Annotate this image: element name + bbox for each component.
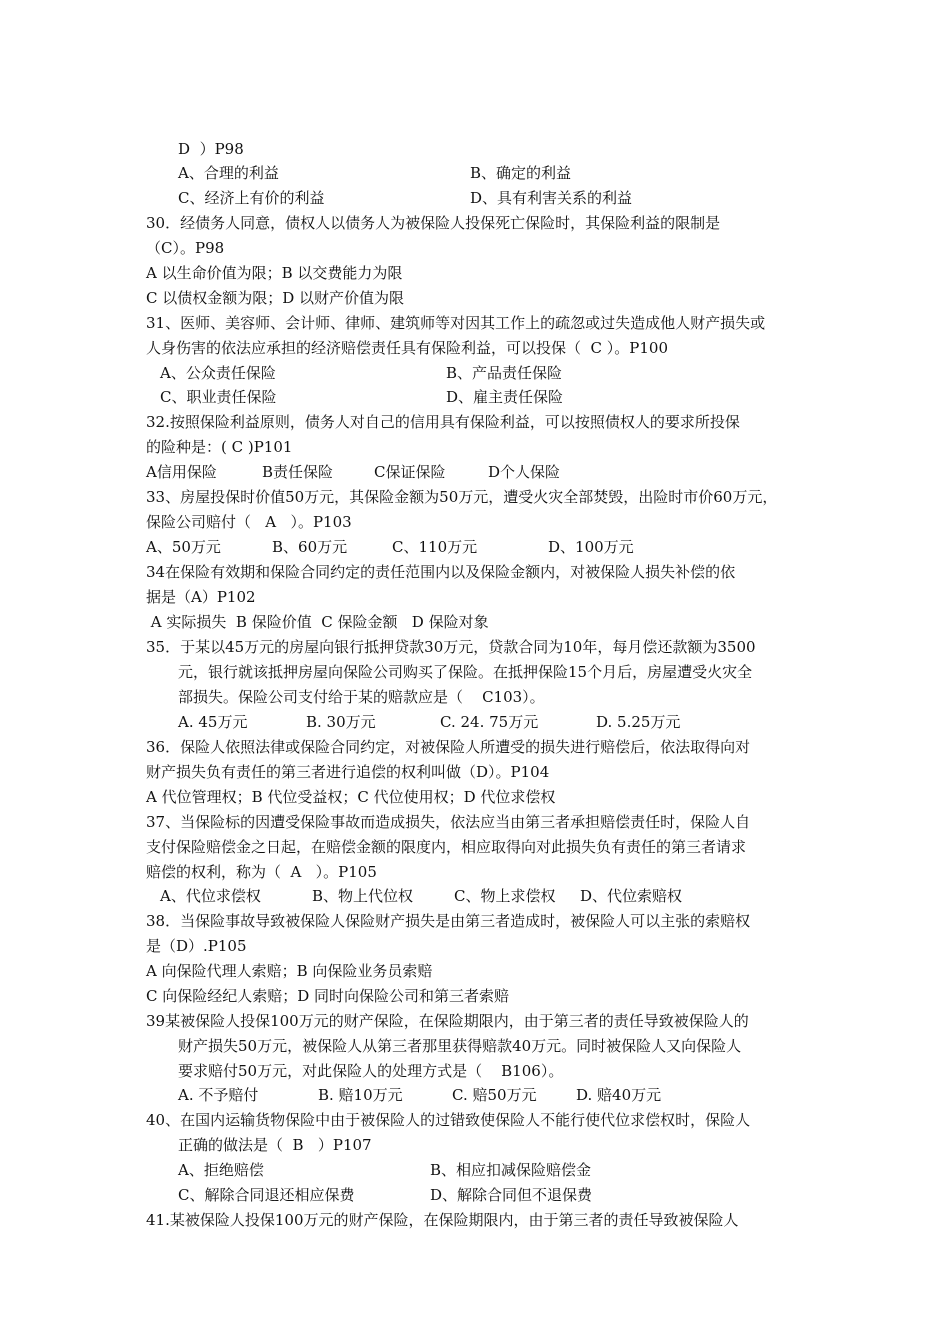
option-text: A. 不予赔付	[178, 1086, 259, 1104]
option-text: C. 赔50万元	[452, 1086, 537, 1104]
line-text: C 以债权金额为限；D 以财产价值为限	[146, 289, 405, 307]
text-line	[0, 710, 950, 735]
text-line	[0, 410, 950, 435]
option-text: D. 5.25万元	[596, 713, 681, 731]
text-line	[0, 137, 950, 162]
text-line	[0, 435, 950, 460]
option-text: A、50万元	[146, 538, 221, 556]
line-text: 34在保险有效期和保险合同约定的责任范围内以及保险金额内，对被保险人损失补偿的依	[146, 563, 736, 581]
text-line	[0, 236, 950, 261]
line-text: 是（D）.P105	[146, 937, 247, 955]
text-line	[0, 460, 950, 485]
option-text: D、具有利害关系的利益	[470, 189, 633, 207]
line-text: 41.某被保险人投保100万元的财产保险，在保险期限内，由于第三者的责任导致被保险人	[146, 1211, 739, 1229]
option-text: C、职业责任保险	[160, 388, 277, 406]
text-line	[0, 610, 950, 635]
line-text: 的险种是：( C )P101	[146, 438, 293, 456]
line-text: 32.按照保险利益原则，债务人对自己的信用具有保险利益，可以按照债权人的要求所投保	[146, 413, 740, 431]
option-text: B、确定的利益	[470, 164, 572, 182]
text-line	[0, 860, 950, 885]
option-text: C、物上求偿权	[454, 887, 556, 905]
text-line	[0, 934, 950, 959]
text-line	[0, 835, 950, 860]
line-text: 据是（A）P102	[146, 588, 256, 606]
text-line	[0, 186, 950, 211]
line-text: 30．经债务人同意，债权人以债务人为被保险人投保死亡保险时，其保险利益的限制是	[146, 214, 721, 232]
text-line	[0, 336, 950, 361]
text-line	[0, 635, 950, 660]
line-text: 财产损失负有责任的第三者进行追偿的权利叫做（D）。P104	[146, 763, 550, 781]
text-line	[0, 585, 950, 610]
text-line	[0, 211, 950, 236]
text-line	[0, 1083, 950, 1108]
line-text: 人身伤害的依法应承担的经济赔偿责任具有保险利益，可以投保（ C ）。P100	[146, 339, 669, 357]
line-text: 要求赔付50万元，对此保险人的处理方式是（ B106）。	[178, 1062, 564, 1080]
text-line	[0, 261, 950, 286]
line-text: 部损失。保险公司支付给于某的赔款应是（ C103）。	[178, 688, 545, 706]
option-text: D、100万元	[548, 538, 634, 556]
option-text: A信用保险	[146, 463, 217, 481]
option-text: A、拒绝赔偿	[178, 1161, 264, 1179]
option-text: B. 赔10万元	[318, 1086, 403, 1104]
line-text: 赔偿的权利，称为（ A ）。P105	[146, 863, 377, 881]
line-text: A 向保险代理人索赔；B 向保险业务员索赔	[146, 962, 433, 980]
text-line	[0, 884, 950, 909]
text-line	[0, 1208, 950, 1233]
text-line	[0, 959, 950, 984]
text-line	[0, 311, 950, 336]
text-line	[0, 510, 950, 535]
line-text: 37、当保险标的因遭受保险事故而造成损失，依法应当由第三者承担赔偿责任时，保险人自	[146, 813, 751, 831]
text-line	[0, 535, 950, 560]
option-text: B、产品责任保险	[446, 364, 563, 382]
text-line	[0, 810, 950, 835]
text-line	[0, 785, 950, 810]
option-text: D、雇主责任保险	[446, 388, 564, 406]
text-line	[0, 1059, 950, 1084]
line-text: A 代位管理权；B 代位受益权；C 代位使用权；D 代位求偿权	[146, 788, 556, 806]
text-line	[0, 1183, 950, 1208]
text-line	[0, 735, 950, 760]
line-text: A 实际损失 B 保险价值 C 保险金额 D 保险对象	[146, 613, 489, 631]
line-text: 正确的做法是（ B ）P107	[178, 1136, 372, 1154]
text-line	[0, 361, 950, 386]
option-text: D、解除合同但不退保费	[430, 1186, 593, 1204]
text-line	[0, 909, 950, 934]
option-text: A、代位求偿权	[160, 887, 261, 905]
text-line	[0, 485, 950, 510]
option-text: C、110万元	[392, 538, 478, 556]
text-line	[0, 1034, 950, 1059]
text-line	[0, 1009, 950, 1034]
line-text: 38．当保险事故导致被保险人保险财产损失是由第三者造成时，被保险人可以主张的索赔权	[146, 912, 751, 930]
option-text: D个人保险	[488, 463, 561, 481]
line-text: 40、在国内运输货物保险中由于被保险人的过错致使保险人不能行使代位求偿权时，保险人	[146, 1111, 751, 1129]
option-text: C、经济上有价的利益	[178, 189, 325, 207]
option-text: B. 30万元	[306, 713, 376, 731]
text-line	[0, 560, 950, 585]
line-text: 31、医师、美容师、会计师、律师、建筑师等对因其工作上的疏忽或过失造成他人财产损失或	[146, 314, 766, 332]
option-text: B责任保险	[262, 463, 334, 481]
text-line	[0, 760, 950, 785]
option-text: C保证保险	[374, 463, 446, 481]
text-line	[0, 1108, 950, 1133]
line-text: A 以生命价值为限；B 以交费能力为限	[146, 264, 403, 282]
line-text: 36．保险人依照法律或保险合同约定，对被保险人所遭受的损失进行赔偿后，依法取得向对	[146, 738, 751, 756]
line-text: 元，银行就该抵押房屋向保险公司购买了保险。在抵押保险15个月后，房屋遭受火灾全	[178, 663, 753, 681]
option-text: B、相应扣减保险赔偿金	[430, 1161, 592, 1179]
text-line	[0, 660, 950, 685]
option-text: D. 赔40万元	[576, 1086, 662, 1104]
option-text: B、物上代位权	[312, 887, 414, 905]
line-text: C 向保险经纪人索赔；D 同时向保险公司和第三者索赔	[146, 987, 510, 1005]
line-text: 支付保险赔偿金之日起，在赔偿金额的限度内，相应取得向对此损失负有责任的第三者请求	[146, 838, 747, 856]
line-text: 保险公司赔付（ A ）。P103	[146, 513, 352, 531]
line-text: 35．于某以45万元的房屋向银行抵押贷款30万元，贷款合同为10年，每月偿还款额为3500	[146, 638, 756, 656]
option-text: A、合理的利益	[178, 164, 279, 182]
option-text: D、代位索赔权	[580, 887, 683, 905]
option-text: B、60万元	[272, 538, 348, 556]
text-line	[0, 385, 950, 410]
line-text: （C）。P98	[146, 239, 225, 257]
option-text: A、公众责任保险	[160, 364, 276, 382]
line-text: D ）P98	[178, 140, 244, 158]
text-line	[0, 685, 950, 710]
text-line	[0, 286, 950, 311]
line-text: 39某被保险人投保100万元的财产保险，在保险期限内，由于第三者的责任导致被保险人的	[146, 1012, 749, 1030]
text-line	[0, 161, 950, 186]
text-line	[0, 1133, 950, 1158]
line-text: 财产损失50万元，被保险人从第三者那里获得赔款40万元。同时被保险人又向保险人	[178, 1037, 742, 1055]
option-text: A. 45万元	[178, 713, 248, 731]
text-line	[0, 984, 950, 1009]
option-text: C. 24. 75万元	[440, 713, 539, 731]
text-line	[0, 1158, 950, 1183]
line-text: 33、房屋投保时价值50万元，其保险金额为50万元，遭受火灾全部焚毁，出险时市价60万元，	[146, 488, 778, 506]
option-text: C、解除合同退还相应保费	[178, 1186, 355, 1204]
